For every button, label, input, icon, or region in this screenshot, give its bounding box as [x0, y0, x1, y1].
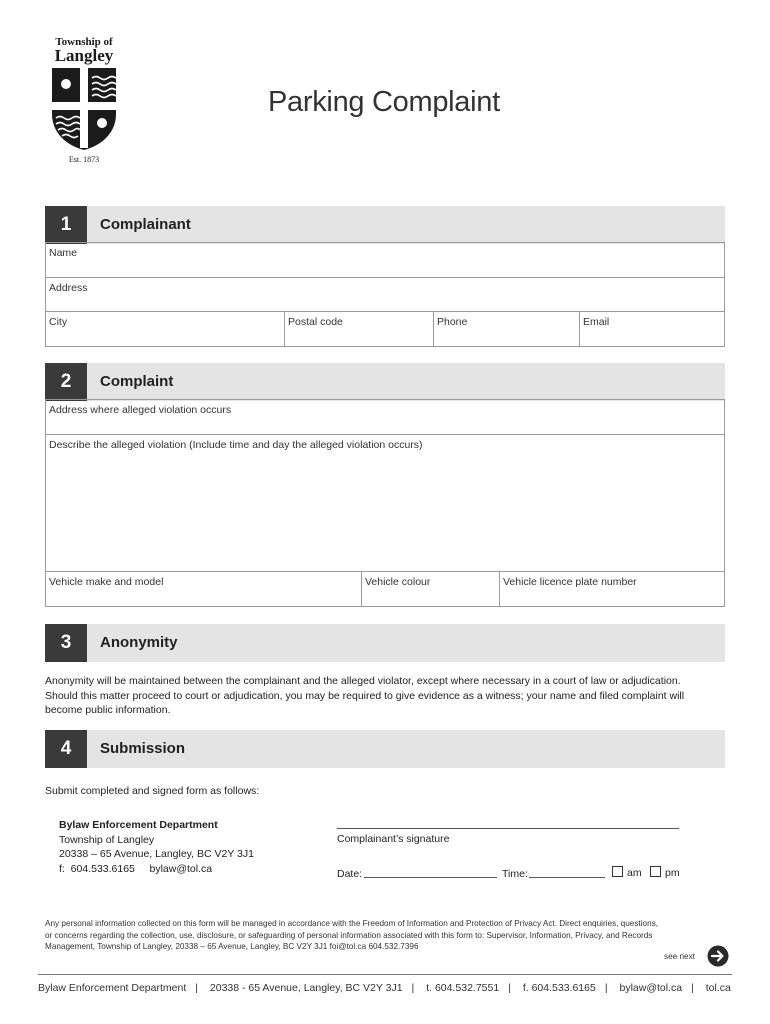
- section-3-title: Anonymity: [100, 634, 178, 651]
- licence-plate-field[interactable]: Vehicle licence plate number: [503, 576, 637, 588]
- logo-text-top: Township of: [55, 36, 113, 48]
- section-4-header: [45, 730, 725, 768]
- pm-checkbox[interactable]: [650, 866, 661, 877]
- department-name: Bylaw Enforcement Department: [59, 819, 218, 831]
- submission-address-block: [59, 818, 254, 876]
- section-2-title: Complaint: [100, 373, 174, 390]
- footer-website[interactable]: tol.ca: [705, 982, 731, 994]
- postal-code-field[interactable]: Postal code: [288, 316, 343, 328]
- section-4-title: Submission: [100, 740, 186, 757]
- section-2-number: 2: [45, 363, 87, 401]
- next-arrow-icon[interactable]: [707, 945, 729, 967]
- submission-intro: Submit completed and signed form as follows:: [45, 785, 260, 797]
- vehicle-make-field[interactable]: Vehicle make and model: [49, 576, 164, 588]
- footer-phone: t. 604.532.7551: [426, 982, 500, 994]
- address-field[interactable]: Address: [49, 282, 88, 294]
- footer-address: 20338 - 65 Avenue, Langley, BC V2Y 3J1: [209, 982, 403, 994]
- street-address: 20338 – 65 Avenue, Langley, BC V2Y 3J1: [59, 848, 254, 860]
- vehicle-colour-field[interactable]: Vehicle colour: [365, 576, 431, 588]
- privacy-notice: Any personal information collected on this form will be managed in accordance with the Freedom of Information and Protection of Privacy Act. Direct enquiries, questions, or concerns regarding the collection, use, disclosure, or safeguarding of personal information associated with this form to: Supervisor, Information, Privacy, and Records Management, Township of Langley, 20338 – 65 Avenue, Langley, BC V2Y 3J1 foi@tol.ca 604.532.7396: [45, 919, 659, 951]
- email-field[interactable]: Email: [583, 316, 610, 328]
- time-field[interactable]: [529, 877, 605, 878]
- organization-name: Township of Langley: [59, 833, 155, 846]
- violation-description-field[interactable]: Describe the alleged violation (Include time and day the alleged violation occurs): [49, 439, 423, 451]
- fax-email: f: 604.533.6165 bylaw@tol.ca: [59, 862, 213, 875]
- time-label: Time:: [502, 868, 528, 880]
- section-2-header: [45, 363, 725, 401]
- date-field[interactable]: [364, 877, 497, 878]
- signature-label: Complainant’s signature: [337, 833, 450, 845]
- section-4-number: 4: [45, 730, 87, 768]
- township-crest-logo: [50, 66, 118, 152]
- logo-text-name: Langley: [54, 46, 114, 65]
- violation-address-field[interactable]: Address where alleged violation occurs: [49, 404, 232, 416]
- anonymity-text: Anonymity will be maintained between the complainant and the alleged violator, except where necessary in a court of law or adjudication. Should this matter proceed to court or adjudication, you may be required to give evidence as a witness; your name and filed complaint will become public information.: [45, 675, 685, 716]
- am-checkbox[interactable]: [612, 866, 623, 877]
- page-title: Parking Complaint: [268, 86, 500, 118]
- section-1-number: 1: [45, 206, 87, 244]
- section-3-number: 3: [45, 624, 87, 662]
- logo-established: Est. 1873: [68, 155, 100, 164]
- footer-department: Bylaw Enforcement Department: [38, 982, 187, 994]
- footer-fax: f. 604.533.6165: [522, 982, 596, 994]
- section-1-title: Complainant: [100, 216, 191, 233]
- footer: Bylaw Enforcement Department | 20338 - 65 Avenue, Langley, BC V2Y 3J1 | t. 604.532.7551 | f. 604.533.6165 | bylaw@tol.ca | tol.ca: [38, 982, 731, 994]
- footer-divider: [38, 974, 732, 975]
- see-next-label: see next: [664, 952, 695, 961]
- pm-option[interactable]: pm: [650, 866, 680, 881]
- name-field[interactable]: Name: [49, 247, 78, 259]
- city-field[interactable]: City: [49, 316, 68, 328]
- date-label: Date:: [337, 868, 363, 880]
- am-option[interactable]: am: [612, 866, 642, 881]
- footer-email[interactable]: bylaw@tol.ca: [619, 982, 683, 994]
- section-3-header: [45, 624, 725, 662]
- signature-line[interactable]: [337, 828, 679, 829]
- section-1-header: [45, 206, 725, 244]
- phone-field[interactable]: Phone: [437, 316, 468, 328]
- complainant-fields: [45, 242, 725, 347]
